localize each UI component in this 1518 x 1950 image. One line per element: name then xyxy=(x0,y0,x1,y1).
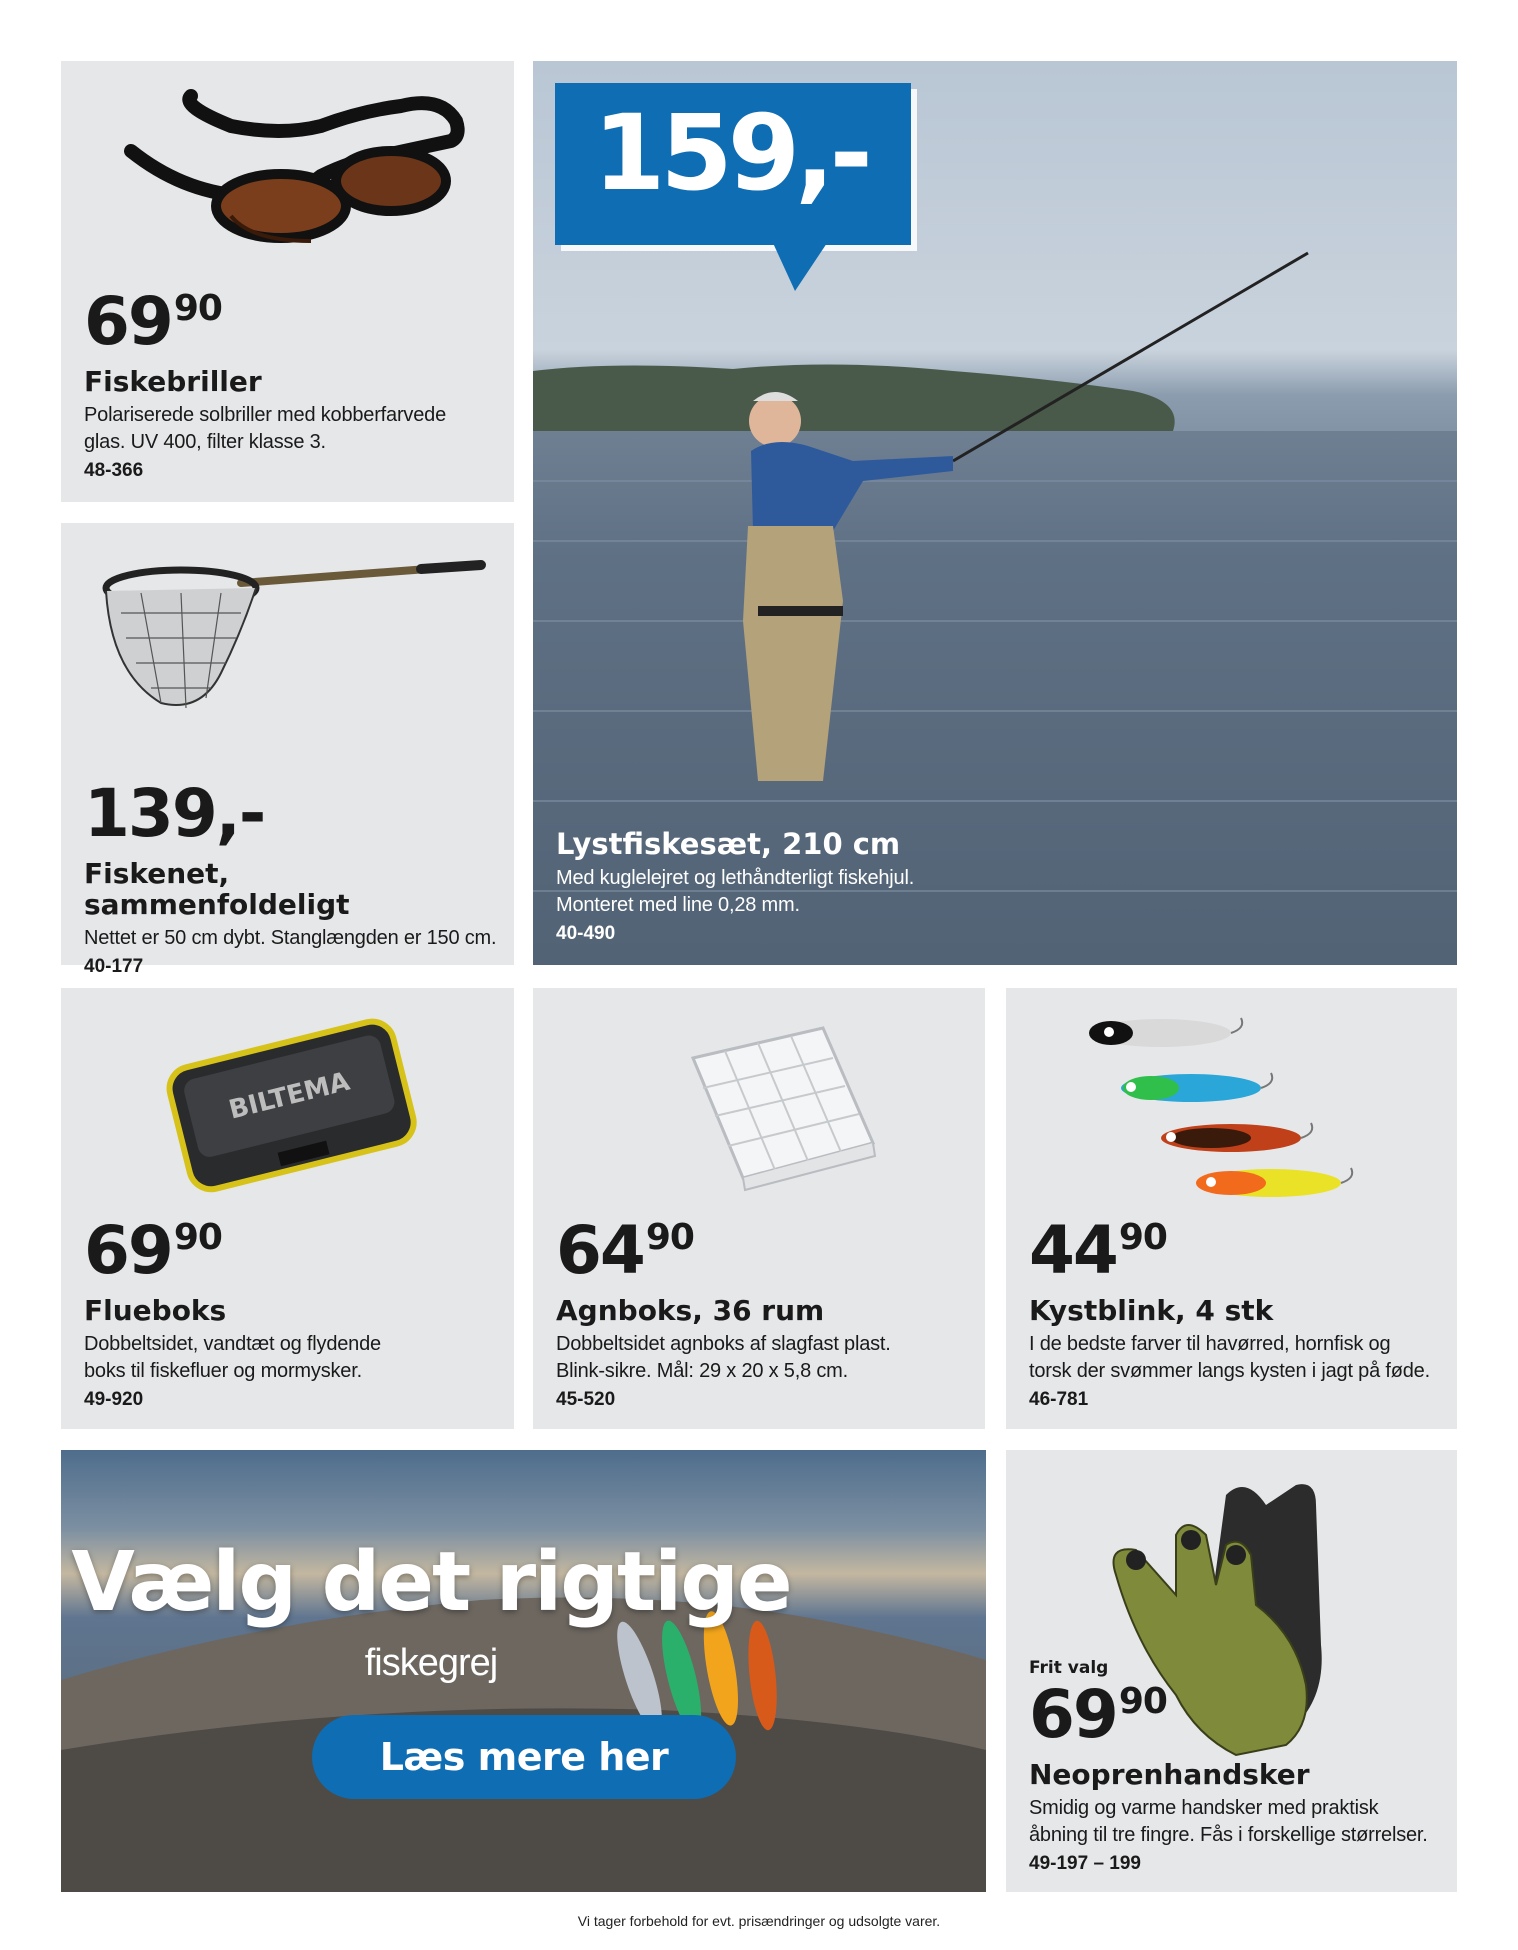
sunglasses-image xyxy=(121,81,481,281)
sunglasses-sku: 48-366 xyxy=(84,459,144,481)
footer-disclaimer: Vi tager forbehold for evt. prisændringer og udsolgte varer. xyxy=(577,1913,941,1929)
flybox-name: Flueboks xyxy=(84,1294,227,1327)
sunglasses-desc: Polariserede solbriller med kobberfarvede glas. UV 400, filter klasse 3. xyxy=(84,403,446,453)
sunglasses-name: Fiskebriller xyxy=(84,365,262,398)
product-tile-lures[interactable] xyxy=(1006,988,1457,1429)
gloves-price: 6990 xyxy=(1029,1676,1167,1753)
svg-text:BILTEMA: BILTEMA xyxy=(225,1066,353,1126)
gloves-desc: Smidig og varme handsker med praktisk åbning til tre fingre. Fås i forskellige størrelser. xyxy=(1029,1796,1428,1846)
hero-desc: Med kuglelejret og lethåndterligt fiskehjul. Monteret med line 0,28 mm. xyxy=(556,867,915,916)
hero-name: Lystfiskesæt, 210 cm xyxy=(556,827,901,862)
hero-price-badge: 159,- xyxy=(555,83,911,245)
hero-sku: 40-490 xyxy=(556,923,616,944)
baitbox-desc: Dobbeltsidet agnboks af slagfast plast. Blink-sikre. Mål: 29 x 20 x 5,8 cm. xyxy=(556,1332,891,1382)
gloves-sku: 49-197 – 199 xyxy=(1029,1852,1141,1874)
product-tile-flybox[interactable] xyxy=(61,988,514,1429)
gloves-label: Frit valg xyxy=(1029,1658,1109,1678)
baitbox-name: Agnboks, 36 rum xyxy=(556,1294,825,1327)
baitbox-price: 6490 xyxy=(556,1212,694,1289)
lures-sku: 46-781 xyxy=(1029,1388,1089,1410)
read-more-button[interactable]: Læs mere her xyxy=(312,1715,736,1799)
net-price: 139,- xyxy=(84,775,265,852)
product-tile-gloves[interactable] xyxy=(1006,1450,1457,1892)
fishing-net-image xyxy=(91,553,511,743)
sunglasses-price: 6990 xyxy=(84,283,222,360)
flybox-image xyxy=(156,1008,426,1198)
product-tile-baitbox[interactable] xyxy=(533,988,985,1429)
net-name: Fiskenet, sammenfoldeligt xyxy=(84,857,350,921)
lures-image xyxy=(1081,1008,1421,1208)
net-desc: Nettet er 50 cm dybt. Stanglængden er 150 cm. xyxy=(84,926,497,949)
baitbox-image xyxy=(673,1008,893,1208)
hero-fishing-rod-set[interactable] xyxy=(533,61,1457,965)
flybox-desc: Dobbeltsidet, vandtæt og flydende boks til fiskefluer og mormysker. xyxy=(84,1332,381,1382)
lures-price: 4490 xyxy=(1029,1212,1167,1289)
flybox-price: 6990 xyxy=(84,1212,222,1289)
banner-choose-gear[interactable] xyxy=(61,1450,986,1892)
product-tile-net[interactable] xyxy=(61,523,514,977)
banner-title: Vælg det rigtige xyxy=(71,1535,791,1630)
lures-desc: I de bedste farver til havørred, hornfisk og torsk der svømmer langs kysten i jagt på føde. xyxy=(1029,1332,1430,1382)
lures-name: Kystblink, 4 stk xyxy=(1029,1294,1274,1327)
flybox-sku: 49-920 xyxy=(84,1388,144,1410)
banner-subtitle: fiskegrej xyxy=(364,1642,498,1684)
gloves-name: Neoprenhandsker xyxy=(1029,1758,1310,1791)
net-sku: 40-177 xyxy=(84,955,144,977)
product-tile-sunglasses[interactable] xyxy=(61,61,514,502)
baitbox-sku: 45-520 xyxy=(556,1388,616,1410)
